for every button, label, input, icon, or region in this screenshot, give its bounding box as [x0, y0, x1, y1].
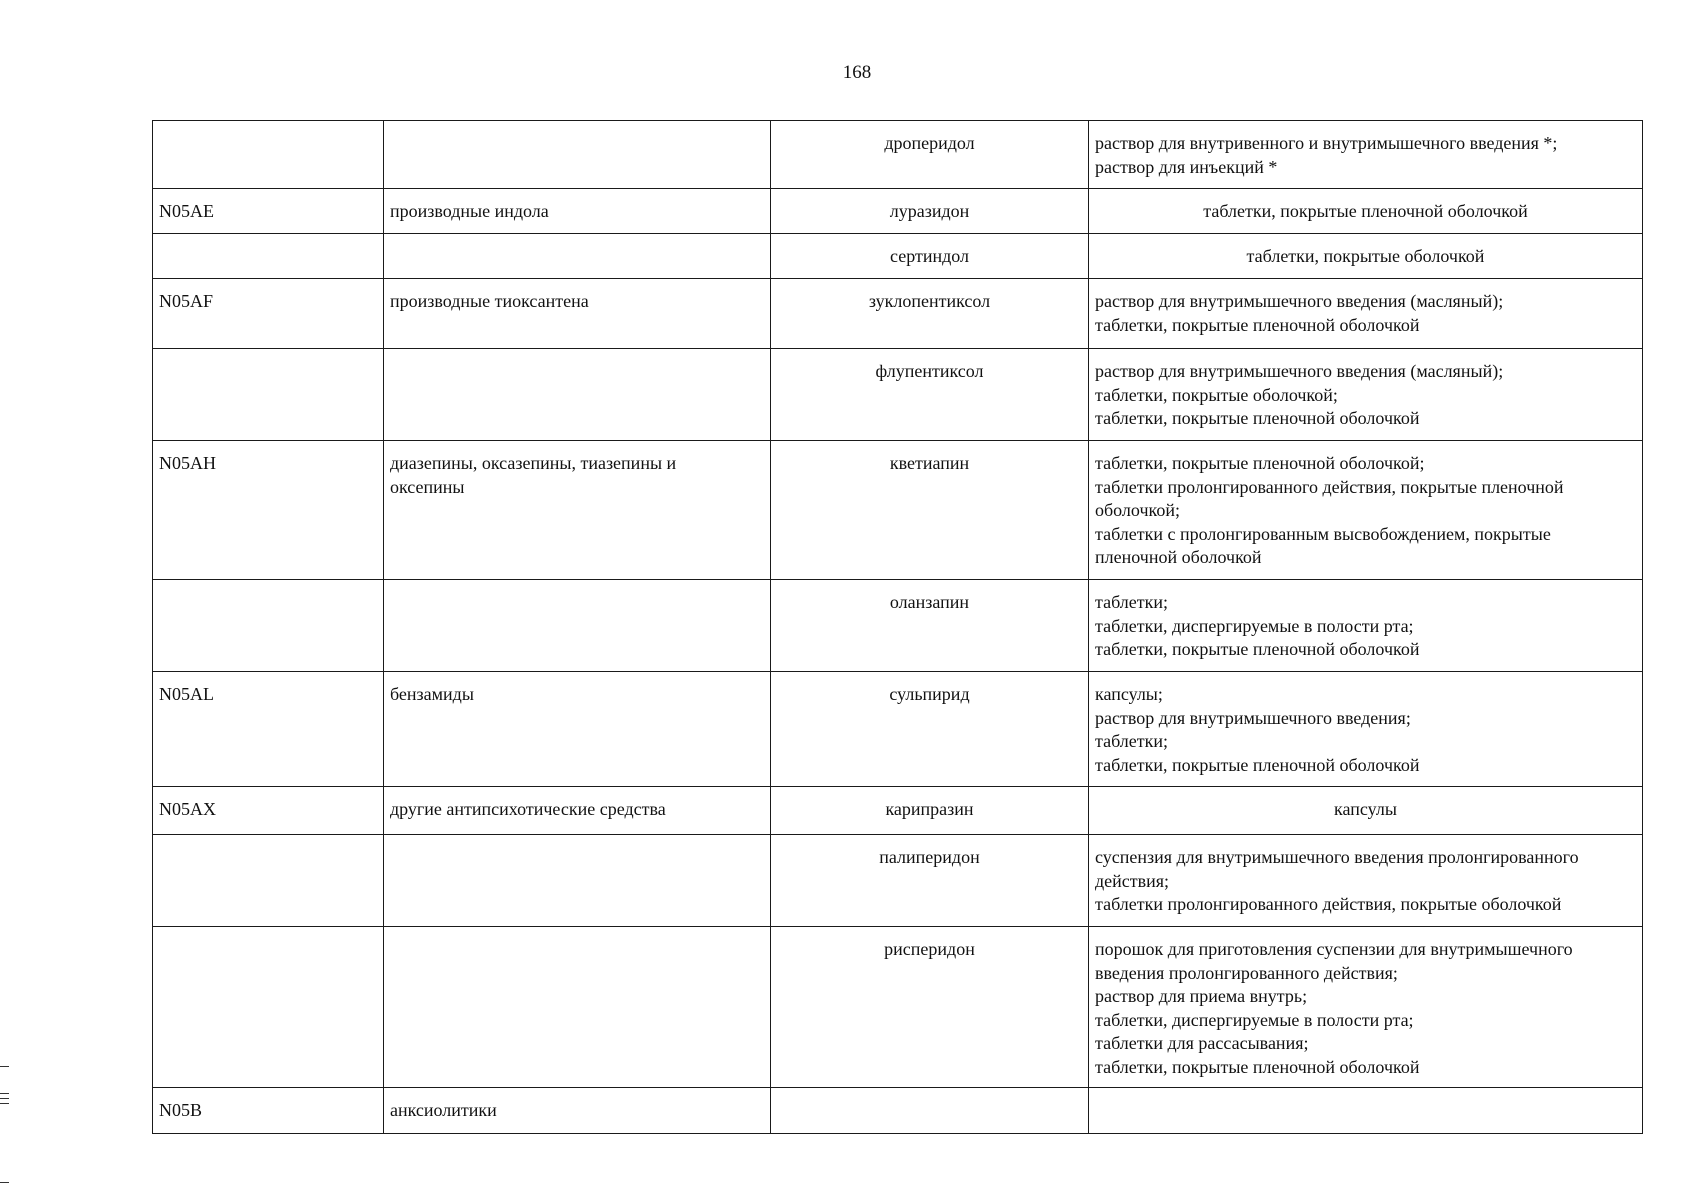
inn-cell: сертиндол — [771, 234, 1089, 279]
dosage-form-line: таблетки, диспергируемые в полости рта; — [1095, 615, 1414, 636]
inn-cell: оланзапин — [771, 580, 1089, 672]
inn-cell: дроперидол — [771, 121, 1089, 189]
dosage-form-line: таблетки, покрытые оболочкой — [1246, 246, 1485, 266]
atc-group-cell: производные тиоксантена — [384, 279, 771, 349]
dosage-forms-cell — [1089, 580, 1643, 672]
dosage-forms-cell — [1089, 927, 1643, 1088]
dosage-form-line: раствор для внутримышечного введения (масляный); — [1095, 291, 1504, 311]
atc-group-cell: другие антипсихотические средства — [384, 787, 771, 835]
table-row — [153, 672, 1643, 787]
dosage-form-line: таблетки пролонгированного действия, покрытые оболочкой — [1095, 894, 1562, 914]
table-row — [153, 787, 1643, 835]
margin-mark — [0, 1182, 9, 1183]
inn-cell: зуклопентиксол — [771, 279, 1089, 349]
dosage-forms-cell — [1089, 672, 1643, 787]
drug-table — [152, 120, 1643, 1134]
atc-group-cell: диазепины, оксазепины, тиазепины и оксепины — [384, 441, 771, 580]
dosage-forms-cell — [1089, 349, 1643, 441]
dosage-form-line: таблетки, покрытые оболочкой; — [1095, 384, 1338, 405]
dosage-forms-cell — [1089, 441, 1643, 580]
atc-code-cell: N05AF — [153, 279, 384, 349]
inn-cell: кветиапин — [771, 441, 1089, 580]
dosage-form-line: раствор для внутривенного и внутримышечного введения *; — [1095, 133, 1558, 153]
dosage-form-line: суспензия для внутримышечного введения пролонгированного действия; — [1095, 847, 1579, 891]
table-row — [153, 1088, 1643, 1134]
atc-code-cell: N05AH — [153, 441, 384, 580]
margin-mark — [0, 1066, 9, 1067]
atc-group-cell — [384, 580, 771, 672]
dosage-form-line: таблетки, диспергируемые в полости рта; — [1095, 1009, 1414, 1030]
atc-group-cell — [384, 835, 771, 927]
dosage-form-line: раствор для приема внутрь; — [1095, 986, 1308, 1006]
inn-cell: сульпирид — [771, 672, 1089, 787]
margin-mark — [0, 1103, 9, 1104]
dosage-form-line: таблетки; — [1095, 731, 1169, 751]
atc-group-cell — [384, 121, 771, 189]
dosage-form-line: таблетки; — [1095, 592, 1169, 612]
atc-code-cell — [153, 234, 384, 279]
atc-code-cell — [153, 835, 384, 927]
dosage-form-line: порошок для приготовления суспензии для внутримышечного введения пролонгированного действия; — [1095, 939, 1573, 983]
atc-code-cell — [153, 121, 384, 189]
table-row — [153, 441, 1643, 580]
dosage-form-line: таблетки, покрытые пленочной оболочкой — [1203, 201, 1528, 221]
inn-cell: рисперидон — [771, 927, 1089, 1088]
atc-group-cell — [384, 349, 771, 441]
inn-cell: палиперидон — [771, 835, 1089, 927]
dosage-forms-cell — [1089, 279, 1643, 349]
table-row — [153, 349, 1643, 441]
dosage-form-line: таблетки, покрытые пленочной оболочкой — [1095, 314, 1420, 335]
dosage-form-line: таблетки, покрытые пленочной оболочкой — [1095, 1056, 1420, 1077]
atc-group-cell — [384, 234, 771, 279]
dosage-form-line: раствор для инъекций * — [1095, 156, 1278, 177]
margin-mark — [0, 1098, 9, 1099]
dosage-forms-cell — [1089, 835, 1643, 927]
table-row — [153, 279, 1643, 349]
dosage-form-line: капсулы; — [1095, 684, 1163, 704]
dosage-form-line: таблетки, покрытые пленочной оболочкой; — [1095, 453, 1425, 473]
table-row — [153, 121, 1643, 189]
atc-code-cell — [153, 927, 384, 1088]
dosage-form-line: таблетки, покрытые пленочной оболочкой — [1095, 639, 1420, 659]
inn-cell: флупентиксол — [771, 349, 1089, 441]
dosage-form-line: таблетки, покрытые пленочной оболочкой — [1095, 754, 1420, 775]
table-row — [153, 234, 1643, 279]
atc-code-cell: N05AX — [153, 787, 384, 835]
dosage-forms-cell — [1089, 121, 1643, 189]
atc-code-cell — [153, 580, 384, 672]
page-number: 168 — [842, 62, 872, 83]
atc-group-cell: бензамиды — [384, 672, 771, 787]
dosage-forms-cell — [1089, 234, 1643, 279]
dosage-forms-cell — [1089, 189, 1643, 234]
dosage-form-line: раствор для внутримышечного введения (масляный); — [1095, 361, 1504, 381]
atc-code-cell: N05AL — [153, 672, 384, 787]
dosage-form-line: капсулы — [1334, 799, 1397, 819]
table-body — [153, 121, 1643, 1134]
table-row — [153, 927, 1643, 1088]
dosage-form-line: таблетки, покрытые пленочной оболочкой — [1095, 408, 1420, 428]
dosage-form-line: раствор для внутримышечного введения; — [1095, 707, 1411, 728]
table-row — [153, 580, 1643, 672]
inn-cell — [771, 1088, 1089, 1134]
atc-group-cell — [384, 927, 771, 1088]
atc-code-cell — [153, 349, 384, 441]
inn-cell: карипразин — [771, 787, 1089, 835]
dosage-forms-cell — [1089, 787, 1643, 835]
atc-code-cell: N05B — [153, 1088, 384, 1134]
margin-mark — [0, 1093, 9, 1094]
atc-group-cell: анксиолитики — [384, 1088, 771, 1134]
dosage-forms-cell — [1089, 1088, 1643, 1134]
atc-group-cell: производные индола — [384, 189, 771, 234]
table-row — [153, 835, 1643, 927]
dosage-form-line: таблетки пролонгированного действия, покрытые пленочной оболочкой; — [1095, 476, 1564, 520]
inn-cell: луразидон — [771, 189, 1089, 234]
dosage-form-line: таблетки для рассасывания; — [1095, 1033, 1309, 1053]
table-row — [153, 189, 1643, 234]
atc-code-cell: N05AE — [153, 189, 384, 234]
dosage-form-line: таблетки с пролонгированным высвобождением, покрытые пленочной оболочкой — [1095, 523, 1551, 567]
